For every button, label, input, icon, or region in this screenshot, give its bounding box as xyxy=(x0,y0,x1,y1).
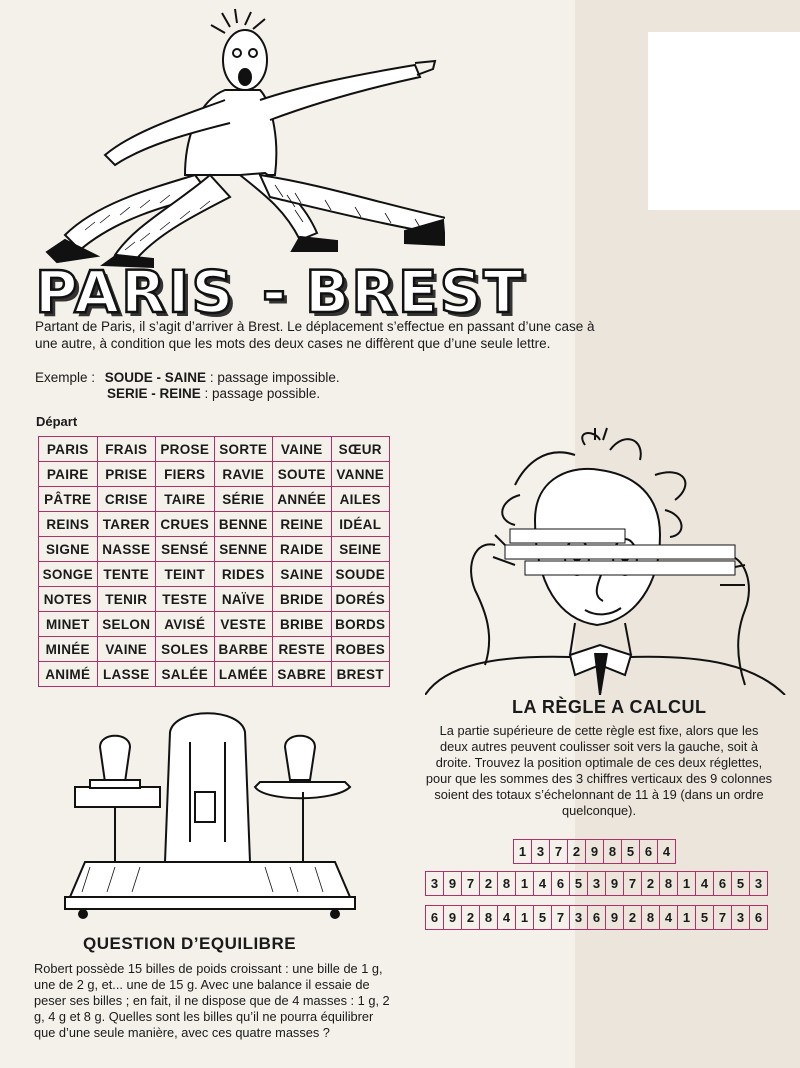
ruler-slider-2[interactable] xyxy=(425,905,768,930)
grid-cell[interactable]: SELON xyxy=(97,612,156,637)
ruler-digit: 6 xyxy=(714,872,732,896)
example2-text: : passage possible. xyxy=(204,386,321,401)
grid-cell[interactable]: TARER xyxy=(97,512,156,537)
ruler-digit: 3 xyxy=(426,872,444,896)
grid-cell[interactable]: REINS xyxy=(39,512,98,537)
ruler-digit: 5 xyxy=(534,906,552,930)
grid-cell[interactable]: SAINE xyxy=(273,562,332,587)
white-patch xyxy=(648,32,800,210)
grid-cell[interactable]: REINE xyxy=(273,512,332,537)
grid-cell[interactable]: MINÉE xyxy=(39,637,98,662)
grid-cell[interactable]: SEINE xyxy=(331,537,390,562)
regle-text: La partie supérieure de cette règle est fixe, alors que les deux autres peuvent coulisser soit vers la gauche, soit à droite. Trouvez la position optimale de ces deux réglettes, pour que les sommes des 3 chiffres verticaux des 9 colonnes soient des totaux s’échelonnant de 11 à 19 (dans un ordre quelconque). xyxy=(425,723,773,818)
ruler-digit: 6 xyxy=(552,872,570,896)
grid-cell[interactable]: SENNE xyxy=(214,537,273,562)
grid-cell[interactable]: SŒUR xyxy=(331,437,390,462)
ruler-digit: 8 xyxy=(660,872,678,896)
grid-cell[interactable]: CRISE xyxy=(97,487,156,512)
grid-cell[interactable]: TENTE xyxy=(97,562,156,587)
grid-cell[interactable]: CRUES xyxy=(156,512,215,537)
ruler-digit: 4 xyxy=(658,840,676,864)
grid-cell[interactable]: SORTE xyxy=(214,437,273,462)
grid-cell[interactable]: FIERS xyxy=(156,462,215,487)
grid-cell[interactable]: SÉRIE xyxy=(214,487,273,512)
ruler-digit: 7 xyxy=(462,872,480,896)
grid-cell[interactable]: MINET xyxy=(39,612,98,637)
ruler-digit: 7 xyxy=(550,840,568,864)
equilibre-title: QUESTION D’EQUILIBRE xyxy=(83,934,297,953)
grid-cell[interactable]: BORDS xyxy=(331,612,390,637)
ruler-digit: 4 xyxy=(498,906,516,930)
grid-cell[interactable]: PAIRE xyxy=(39,462,98,487)
title-dash: - xyxy=(262,258,289,326)
grid-row xyxy=(39,637,390,662)
example-line-1 xyxy=(35,370,340,385)
grid-cell[interactable]: VESTE xyxy=(214,612,273,637)
grid-cell[interactable]: PARIS xyxy=(39,437,98,462)
ruler-digit: 3 xyxy=(532,840,550,864)
example-line-2 xyxy=(107,386,320,401)
ruler-digit: 1 xyxy=(516,906,534,930)
man-with-ruler-illustration xyxy=(425,425,795,695)
ruler-digit: 1 xyxy=(514,840,532,864)
grid-row xyxy=(39,437,390,462)
ruler-digit: 5 xyxy=(696,906,714,930)
start-label: Départ xyxy=(36,414,78,429)
ruler-digit: 2 xyxy=(480,872,498,896)
ruler-digit: 1 xyxy=(678,872,696,896)
title-brest: BREST xyxy=(305,258,525,326)
ruler-digit: 7 xyxy=(714,906,732,930)
grid-cell[interactable]: SALÉE xyxy=(156,662,215,687)
ruler-digit: 5 xyxy=(622,840,640,864)
grid-cell[interactable]: SOLES xyxy=(156,637,215,662)
ruler-digit: 4 xyxy=(696,872,714,896)
ruler-digit: 8 xyxy=(604,840,622,864)
grid-cell[interactable]: BENNE xyxy=(214,512,273,537)
ruler-digit: 5 xyxy=(732,872,750,896)
ruler-digit: 9 xyxy=(586,840,604,864)
grid-cell[interactable]: BRIDE xyxy=(273,587,332,612)
grid-cell[interactable]: RAVIE xyxy=(214,462,273,487)
grid-cell[interactable]: VAINE xyxy=(273,437,332,462)
equilibre-text: Robert possède 15 billes de poids croissant : une bille de 1 g, une de 2 g, et... une de 15 g. Avec une balance il essaie de peser ses billes ; en fait, il ne dispose que de 4 masses : 1 g, 2 g, 4 g et 8 g. Quelles sont les billes qu’il ne pourra équilibrer que d’une seule manière, avec ces quatre masses ? xyxy=(34,961,390,1040)
ruler-digit: 2 xyxy=(568,840,586,864)
ruler-digit: 5 xyxy=(570,872,588,896)
ruler-digit: 3 xyxy=(732,906,750,930)
grid-row xyxy=(39,612,390,637)
ruler-digit: 2 xyxy=(624,906,642,930)
grid-row xyxy=(39,587,390,612)
grid-cell[interactable]: PRISE xyxy=(97,462,156,487)
grid-cell[interactable]: PÂTRE xyxy=(39,487,98,512)
man-walking-illustration xyxy=(25,5,445,270)
ruler-digit: 4 xyxy=(660,906,678,930)
grid-cell[interactable]: ANIMÉ xyxy=(39,662,98,687)
ruler-digit: 6 xyxy=(588,906,606,930)
grid-row xyxy=(39,562,390,587)
grid-cell[interactable]: ROBES xyxy=(331,637,390,662)
grid-row xyxy=(39,512,390,537)
grid-cell[interactable]: ANNÉE xyxy=(273,487,332,512)
example1-text: : passage impossible. xyxy=(209,370,340,385)
ruler-digit: 3 xyxy=(588,872,606,896)
example-label: Exemple : xyxy=(35,370,96,385)
grid-cell[interactable]: RIDES xyxy=(214,562,273,587)
ruler-digit: 9 xyxy=(606,906,624,930)
intro-text: Partant de Paris, il s’agit d’arriver à Brest. Le déplacement s’effectue en passant d’une case à une autre, à condition que les mots des deux cases ne diffèrent que d’une seule lettre. xyxy=(35,319,595,351)
ruler-digit: 7 xyxy=(624,872,642,896)
title-paris: PARIS xyxy=(35,258,236,326)
ruler-digit: 3 xyxy=(750,872,768,896)
grid-cell[interactable]: AILES xyxy=(331,487,390,512)
grid-cell[interactable]: PROSE xyxy=(156,437,215,462)
grid-cell[interactable]: SABRE xyxy=(273,662,332,687)
grid-row xyxy=(39,462,390,487)
grid-cell[interactable]: TESTE xyxy=(156,587,215,612)
ruler-digit: 3 xyxy=(570,906,588,930)
grid-cell[interactable]: AVISÉ xyxy=(156,612,215,637)
grid-cell[interactable]: BARBE xyxy=(214,637,273,662)
grid-cell[interactable]: TENIR xyxy=(97,587,156,612)
grid-cell[interactable]: SIGNE xyxy=(39,537,98,562)
ruler-digit: 7 xyxy=(552,906,570,930)
grid-cell[interactable]: TEINT xyxy=(156,562,215,587)
grid-cell[interactable]: IDÉAL xyxy=(331,512,390,537)
ruler-digit: 6 xyxy=(426,906,444,930)
ruler-digit: 9 xyxy=(444,872,462,896)
grid-cell[interactable]: DORÉS xyxy=(331,587,390,612)
ruler-digit: 1 xyxy=(678,906,696,930)
grid-cell[interactable]: SONGE xyxy=(39,562,98,587)
grid-row xyxy=(39,487,390,512)
ruler-digit: 2 xyxy=(462,906,480,930)
ruler-digit: 9 xyxy=(444,906,462,930)
example2-words: SERIE - REINE xyxy=(107,386,201,401)
regle-title: LA RÈGLE A CALCUL xyxy=(512,697,707,717)
grid-cell[interactable]: VAINE xyxy=(97,637,156,662)
grid-cell[interactable]: FRAIS xyxy=(97,437,156,462)
grid-cell[interactable]: RESTE xyxy=(273,637,332,662)
grid-cell[interactable]: LAMÉE xyxy=(214,662,273,687)
balance-scale-illustration xyxy=(55,692,365,927)
ruler-digit: 2 xyxy=(642,872,660,896)
grid-row xyxy=(39,537,390,562)
grid-cell[interactable]: BREST xyxy=(331,662,390,687)
word-grid xyxy=(38,436,390,687)
ruler-slider-1[interactable] xyxy=(425,871,768,896)
ruler-digit: 8 xyxy=(480,906,498,930)
grid-cell[interactable]: LASSE xyxy=(97,662,156,687)
ruler-digit: 9 xyxy=(606,872,624,896)
ruler-fixed xyxy=(513,839,676,864)
ruler-digit: 1 xyxy=(516,872,534,896)
grid-cell[interactable]: SENSÉ xyxy=(156,537,215,562)
grid-cell[interactable]: SOUTE xyxy=(273,462,332,487)
ruler-digit: 8 xyxy=(642,906,660,930)
intro-paragraph xyxy=(35,318,595,352)
grid-cell[interactable]: NAÏVE xyxy=(214,587,273,612)
grid-cell[interactable]: NASSE xyxy=(97,537,156,562)
grid-cell[interactable]: NOTES xyxy=(39,587,98,612)
grid-cell[interactable]: SOUDE xyxy=(331,562,390,587)
grid-cell[interactable]: VANNE xyxy=(331,462,390,487)
grid-row xyxy=(39,662,390,687)
grid-cell[interactable]: RAIDE xyxy=(273,537,332,562)
ruler-digit: 6 xyxy=(750,906,768,930)
grid-cell[interactable]: BRIBE xyxy=(273,612,332,637)
example1-words: SOUDE - SAINE xyxy=(104,370,207,385)
grid-cell[interactable]: TAIRE xyxy=(156,487,215,512)
ruler-digit: 8 xyxy=(498,872,516,896)
ruler-digit: 6 xyxy=(640,840,658,864)
ruler-digit: 4 xyxy=(534,872,552,896)
